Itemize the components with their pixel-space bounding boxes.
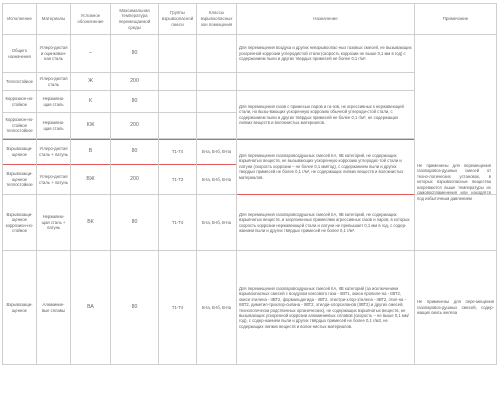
cell-designation: ВА [71, 251, 111, 365]
header-groups: Группы взрывоопасной смеси [159, 4, 197, 35]
header-designation: Условное обозначение [71, 4, 111, 35]
cell-classes [197, 35, 237, 73]
header-materials: Материалы [37, 4, 71, 35]
note-explosion-protected: Не применены для перемещения газопаровоз-душных смесей от техно-логических установок, в которых взрывоопасные вещества нагреваются выше температуры их самовоспламенения или находятся под избыточным давлением [417, 163, 491, 201]
cell-classes [197, 113, 237, 139]
cell-classes: В-Iа, В-Iб, В-IIа [197, 251, 237, 365]
cell-purpose: Для перемещения газопаровоздушных смесей IIА, IIВ категорий, не содержащих взрывчатых веществ, и загрязненных примесями агрессивных газов и паров, в которых скорость коррозии нержавеющей стали и латуни не превышает 0,1 мм в год, с содер-жанием пыли и других твёрдых примесей не более 0,1 г/м³. [237, 195, 415, 251]
cell-groups [159, 91, 197, 113]
cell-note-2: Не применены для пере-мещения газопаровоз-душных смесей, содер-жащих окись железа [415, 251, 497, 365]
table-row [3, 195, 497, 251]
cell-temp: 80 [111, 251, 159, 365]
cell-execution: Теплостойкое [3, 73, 37, 91]
cell-temp: 200 [111, 113, 159, 139]
cell-purpose: Для перемещения воздуха и других невзрывоопас-ных газовых смесей, не вызывающих ускоренной коррозии углеродистой стали (скорость коррозии не выше 0,1 мм в год) с содержанием пыли и других твердых примесей не более 0,1 г/м³. [237, 35, 415, 73]
table-row [3, 251, 497, 365]
cell-purpose: Для перемещения газопаровоздушных смесей IIА, IIВ категорий, не содержащих взрывчатых веществ, не вызывающих ускоренную коррозию углеродис-той стали и латуни (скорость коррозии – не более 0,1 мм/год), с содержанием пыли и других твердых примесей не более 0,1 г/м³, не содержащих липких веществ и волокнистых материалов. [237, 139, 415, 195]
header-purpose: Назначение [237, 4, 415, 35]
header-max-temp: Максимальная температура перемещаемой среды [111, 4, 159, 35]
cell-groups: Т1-Т4 [159, 195, 197, 251]
cell-materials: Алюминие-вые сплавы [37, 251, 71, 365]
cell-execution: Взрывозащи-щенное теплостойкое [3, 165, 37, 195]
cell-materials: Нержавею-щая сталь + латунь [37, 195, 71, 251]
cell-execution: Взрывозащи-щенное [3, 251, 37, 365]
cell-purpose [237, 73, 415, 91]
cell-note [415, 195, 497, 251]
cell-designation: ВК [71, 195, 111, 251]
cell-temp: 80 [111, 35, 159, 73]
cell-classes: В-Iа, В-Iб, В-IIа [197, 139, 237, 165]
cell-execution: Взрывозащи-щенное коррозион-но-стойкое [3, 195, 37, 251]
header-classes: Классы взрывоопасных зон помещения [197, 4, 237, 35]
cell-materials: Углеро-дистая сталь + латунь [37, 165, 71, 195]
cell-purpose: Для перемещения газов с примесью паров и га-зов, не агрессивных к нержавеющей стали, но вызы-вающих ускоренную коррозию обычной углероди-стой стали, с содержанием пыли и других твёрдых примесей не более 0,1 г/м³, не содержащих липких веществ и волокнистых материалов. [237, 91, 415, 139]
cell-materials: Углеро-дистая сталь [37, 73, 71, 91]
cell-designation: К [71, 91, 111, 113]
cell-purpose: Для перемещения газопаровоздушных смесей IIА, IIВ категорий (за исключением взрывоопасных смесей с воздухом коксового газа - IIВТ1, окиси пропиле-на - IIВТ2, окиси этилена - IIВТ2, формальдегида - IIВТ2, этилтри-хлор-этилена - IIВТ2, этил-на - IIВТ2, диметил-трихлор-силана - IIВТ2, этилди-хлорсиланов (IIВТ2) и других смесей, технологически родственных органических), не содержащих взрывчатых веществ, не вызывающих ускоренной коррозии алюминиевых сплавов (скорость – не выше 0,1 мм/год), с содер-жанием пыли и других твёрдых примесей не более 0,1 г/м3, не содержащих липких веществ и волок-нистых материалов. [237, 251, 415, 365]
cell-execution: Коррозион-но-стойкое теплостойкое [3, 113, 37, 139]
cell-classes: В-Iа, В-Iб, В-IIа [197, 165, 237, 195]
header-row [3, 4, 497, 35]
cell-materials: Нержавею-щая сталь [37, 91, 71, 113]
cell-groups: Т1-Т4 [159, 139, 197, 165]
cell-groups: Т1-Т3 [159, 165, 197, 195]
cell-classes [197, 91, 237, 113]
cell-temp: 200 [111, 73, 159, 91]
cell-designation: Ж [71, 73, 111, 91]
cell-designation: ВЖ [71, 165, 111, 195]
cell-execution: Взрывозащи-щенное [3, 139, 37, 165]
header-execution: Исполнение [3, 4, 37, 35]
cell-temp: 80 [111, 139, 159, 165]
cell-groups [159, 73, 197, 91]
cell-groups [159, 113, 197, 139]
cell-classes [197, 73, 237, 91]
cell-materials: Нержавею-щая сталь [37, 113, 71, 139]
cell-temp: 200 [111, 165, 159, 195]
cell-temp: 80 [111, 195, 159, 251]
table-row [3, 35, 497, 73]
cell-groups [159, 35, 197, 73]
cell-materials: Углеро-дистая сталь + латунь [37, 139, 71, 165]
cell-materials: Углеро-дистая и оцинкован-ная сталь [37, 35, 71, 73]
cell-execution: Коррозион-но-стойкое [3, 91, 37, 113]
cell-temp: 80 [111, 91, 159, 113]
cell-classes: В-Iа, В-Iб, В-IIа [197, 195, 237, 251]
cell-designation: В [71, 139, 111, 165]
cell-designation: – [71, 35, 111, 73]
header-note: Примечание [415, 4, 497, 35]
cell-execution: Общего назначения [3, 35, 37, 73]
cell-designation: КЖ [71, 113, 111, 139]
cell-groups: Т1-Т4 [159, 251, 197, 365]
